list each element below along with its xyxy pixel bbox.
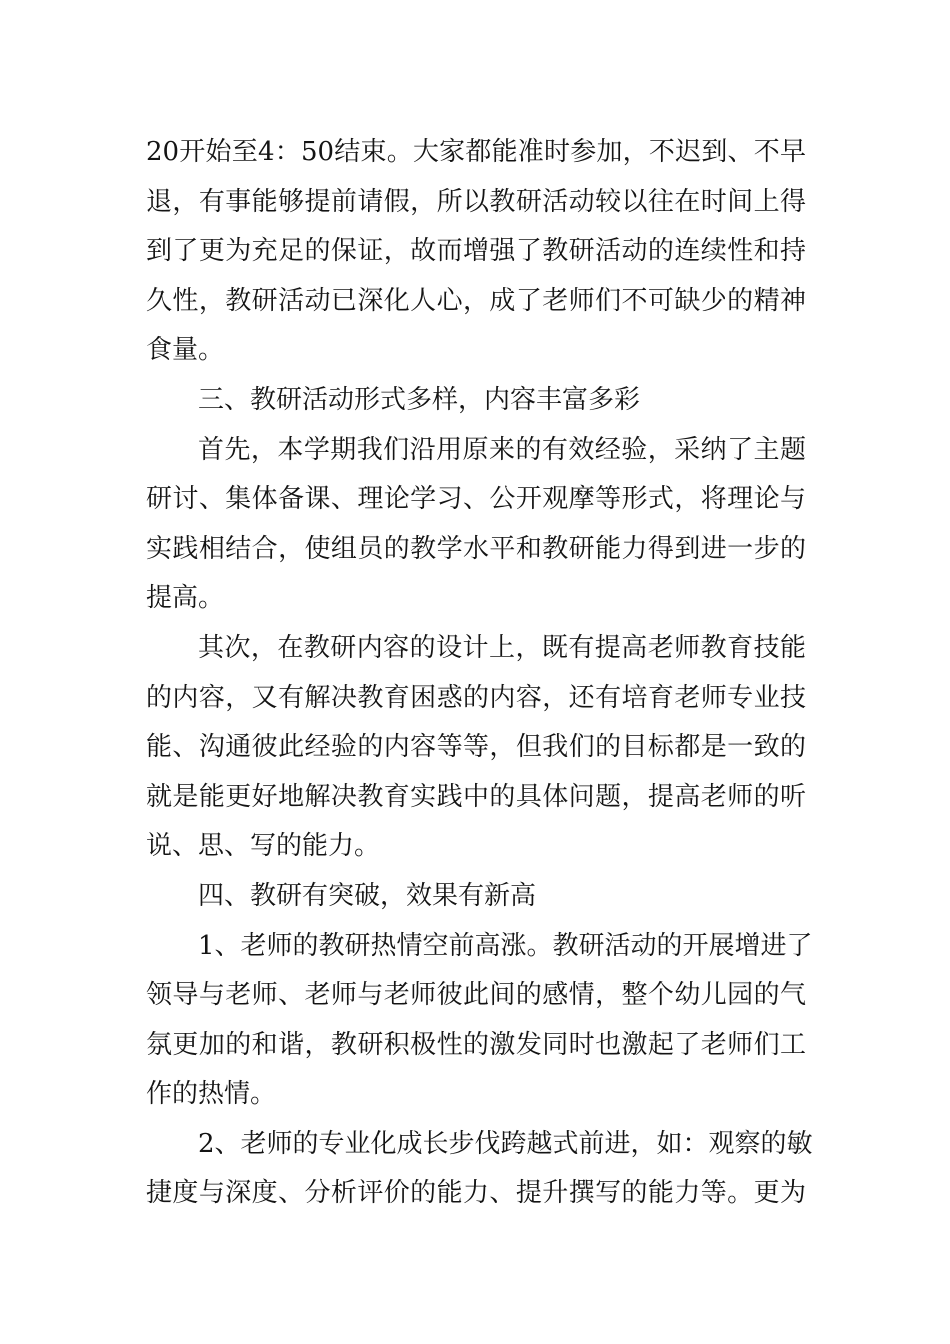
paragraph <box>146 922 813 1120</box>
text-line: 2、老师的专业化成长步伐跨越式前进，如：观察的敏 <box>198 1128 813 1159</box>
text-line: 领导与老师、老师与老师彼此间的感情，整个幼儿园的气 <box>146 980 806 1011</box>
text-line: 捷度与深度、分析评价的能力、提升撰写的能力等。更为 <box>146 1178 806 1209</box>
text-line: 氛更加的和谐，教研积极性的激发同时也激起了老师们工 <box>146 1029 806 1060</box>
section-heading <box>146 376 806 426</box>
text-line: 1、老师的教研热情空前高涨。教研活动的开展增进了 <box>198 930 813 961</box>
text-line: 研讨、集体备课、理论学习、公开观摩等形式，将理论与 <box>146 484 806 515</box>
text-line: 食量。 <box>146 335 225 366</box>
document-body <box>146 128 813 1219</box>
section-heading <box>146 872 806 922</box>
text-line: 作的热情。 <box>146 1079 277 1110</box>
text-line: 首先，本学期我们沿用原来的有效经验，采纳了主题 <box>198 434 806 465</box>
text-line: 能、沟通彼此经验的内容等等，但我们的目标都是一致的 <box>146 732 806 763</box>
text-line: 四、教研有突破，效果有新高 <box>198 880 537 911</box>
text-line: 三、教研活动形式多样，内容丰富多彩 <box>198 384 641 415</box>
text-line: 实践相结合，使组员的教学水平和教研能力得到进一步的 <box>146 533 806 564</box>
text-line: 说、思、写的能力。 <box>146 831 381 862</box>
paragraph <box>146 624 806 872</box>
text-line: 到了更为充足的保证，故而增强了教研活动的连续性和持 <box>146 236 806 267</box>
text-line: 20开始至4：50结束。大家都能准时参加，不迟到、不早 <box>146 137 806 167</box>
text-line: 退，有事能够提前请假，所以教研活动较以往在时间上得 <box>146 186 806 217</box>
text-line: 提高。 <box>146 583 225 614</box>
text-line: 其次，在教研内容的设计上，既有提高老师教育技能 <box>198 632 806 663</box>
paragraph <box>146 128 806 376</box>
paragraph <box>146 426 806 624</box>
text-line: 久性，教研活动已深化人心，成了老师们不可缺少的精神 <box>146 285 806 316</box>
text-line: 的内容，又有解决教育困惑的内容，还有培育老师专业技 <box>146 682 806 713</box>
paragraph <box>146 1120 813 1219</box>
text-line: 就是能更好地解决教育实践中的具体问题，提高老师的听 <box>146 781 806 812</box>
